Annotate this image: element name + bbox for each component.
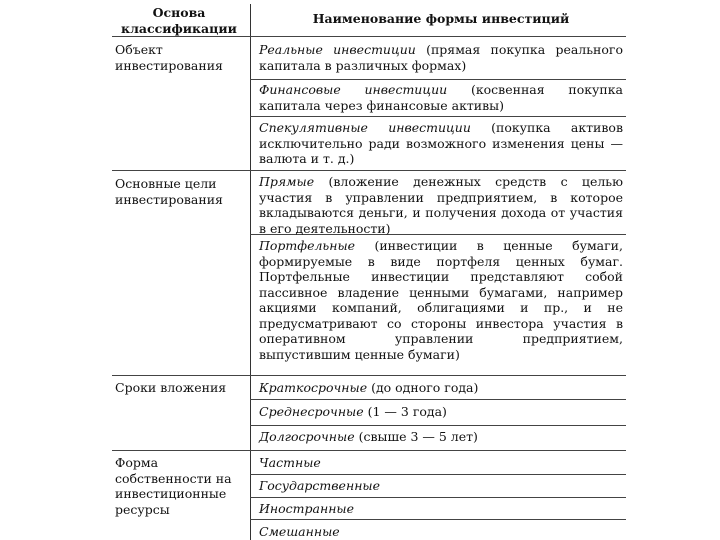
row-divider — [250, 474, 626, 475]
form-desc: (покупка активов исключительно ради возможного изменения цены — валюта и т. д.) — [259, 120, 623, 166]
form-term: Среднесрочные — [259, 404, 364, 419]
group-divider — [112, 450, 626, 451]
basis-goals: Основные цели инвестирования — [115, 176, 223, 207]
group-divider — [112, 170, 626, 171]
header-basis-line1: Основа — [152, 5, 206, 20]
basis-ownership: Форма собственности на инвестиционные ресурсы — [115, 455, 232, 517]
form-item — [259, 455, 623, 471]
row-divider — [250, 519, 626, 520]
form-desc: (свыше 3 — 5 лет) — [354, 429, 478, 444]
form-term: Смешанные — [259, 524, 340, 539]
form-item — [259, 174, 623, 236]
form-desc: (1 — 3 года) — [363, 404, 447, 419]
form-term: Портфельные — [259, 238, 356, 253]
form-desc: (до одного года) — [367, 380, 479, 395]
form-term: Государственные — [259, 478, 381, 493]
form-term: Иностранные — [259, 501, 355, 516]
form-desc: (инвестиции в ценные бумаги, формируемые в виде портфеля ценных бумаг. Портфельные инвестиции представляют собой пассивное владение ценными бумагами, например акциями компаний, облигациями и пр., и не предусматривают со стороны инвестора участия в оперативном управлении предприятием, выпустившим ценные бумаги) — [259, 238, 623, 362]
form-item — [259, 429, 623, 445]
row-divider — [250, 79, 626, 80]
form-term: Финансовые инвестиции — [259, 82, 448, 97]
form-term: Реальные инвестиции — [259, 42, 416, 57]
row-divider — [250, 425, 626, 426]
form-desc: (вложение денежных средств с целью участия в управлении предприятием, в которое вкладываются деньги, и получения дохода от участия в его деятельности) — [259, 174, 623, 236]
row-divider — [250, 116, 626, 117]
form-term: Частные — [259, 455, 321, 470]
form-item — [259, 478, 623, 494]
form-item — [259, 404, 623, 420]
form-item — [259, 501, 623, 517]
header-basis-line2: классификации — [121, 21, 237, 36]
form-term: Краткосрочные — [259, 380, 368, 395]
form-term: Спекулятивные инвестиции — [259, 120, 471, 135]
form-term: Долгосрочные — [259, 429, 355, 444]
form-item — [259, 82, 623, 113]
form-item — [259, 238, 623, 362]
form-desc: (косвенная покупка капитала через финансовые активы) — [259, 82, 623, 113]
form-item — [259, 524, 623, 540]
row-divider — [250, 399, 626, 400]
form-item — [259, 120, 623, 167]
header-basis — [112, 5, 246, 37]
basis-terms: Сроки вложения — [115, 380, 227, 395]
row-divider — [250, 497, 626, 498]
basis-object: Объект инвестирования — [115, 42, 223, 73]
column-divider — [250, 4, 251, 540]
group-divider — [112, 375, 626, 376]
form-item — [259, 42, 623, 73]
header-form-name: Наименование формы инвестиций — [312, 11, 570, 26]
form-desc: (прямая покупка реального капитала в различных формах) — [259, 42, 623, 73]
form-item — [259, 380, 623, 396]
form-term: Прямые — [259, 174, 315, 189]
header-divider — [112, 36, 626, 37]
